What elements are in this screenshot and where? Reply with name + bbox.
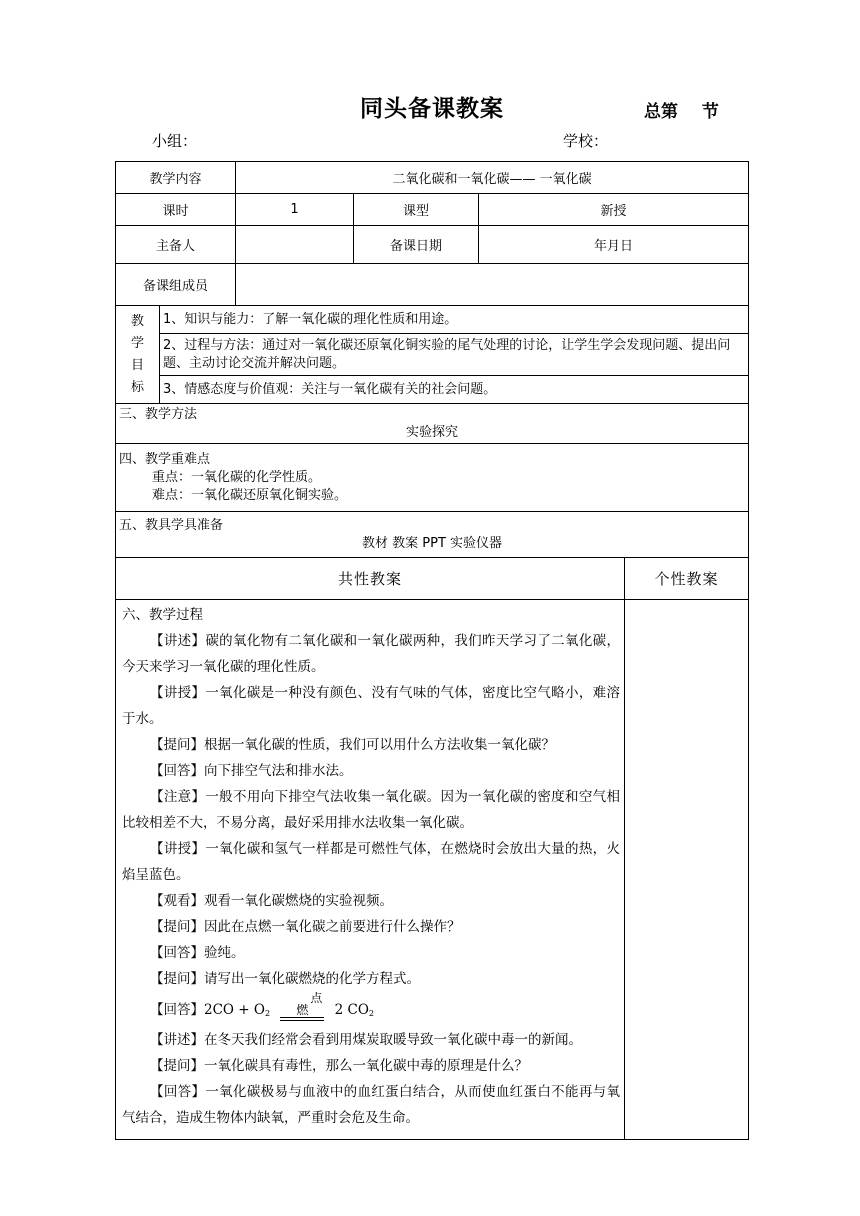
objective-item: 1、知识与能力：了解一氧化碳的理化性质和用途。 — [160, 306, 749, 334]
methods-value: 实验探究 — [406, 424, 459, 440]
objectives-label — [116, 306, 160, 404]
methods-section — [116, 404, 749, 444]
reaction-condition: 点燃 — [296, 991, 323, 1017]
members-value — [236, 264, 749, 306]
objectives-label-char: 学 — [130, 335, 144, 351]
preparer-row — [116, 226, 749, 264]
content-label: 教学内容 — [116, 162, 236, 194]
difficulty-heading: 四、教学重难点 — [119, 451, 211, 467]
content-value: 二氧化碳和一氧化碳—— 一氧化碳 — [236, 162, 749, 194]
period-row — [116, 194, 749, 226]
type-label: 课型 — [354, 194, 479, 226]
columns-header-row — [116, 558, 749, 600]
page-title: 同头备课教案 — [360, 96, 504, 122]
total-lesson-label — [644, 97, 719, 122]
process-paragraph: 【提问】因此在点燃一氧化碳之前要进行什么操作？ — [150, 919, 461, 935]
school-label: 学校： — [563, 132, 609, 150]
date-value: 年月日 — [479, 226, 749, 264]
methods-heading: 三、教学方法 — [119, 406, 198, 422]
difficulty-section — [116, 444, 749, 512]
key-point: 重点：一氧化碳的化学性质。 — [152, 469, 322, 485]
tools-section — [116, 512, 749, 558]
group-label: 小组： — [152, 132, 198, 150]
equals-line — [280, 1017, 324, 1018]
process-paragraph: 【提问】一氧化碳具有毒性，那么一氧化碳中毒的原理是什么？ — [150, 1058, 528, 1074]
process-paragraph: 【回答】一氧化碳极易与血液中的血红蛋白结合，从而使血红蛋白不能再与氧气结合，造成生物体内缺氧，严重时会危及生命。 — [122, 1084, 621, 1126]
process-paragraph: 【观看】观看一氧化碳燃烧的实验视频。 — [150, 893, 393, 909]
date-label: 备课日期 — [354, 226, 479, 264]
equation-prefix: 【回答】 — [150, 1002, 204, 1018]
content-row — [116, 162, 749, 194]
equation-left: 2CO + O — [204, 1002, 265, 1018]
tools-heading: 五、教具学具准备 — [119, 517, 224, 533]
equation-left-sub: 2 — [264, 1009, 271, 1018]
equation-right-sub: 2 — [368, 1009, 375, 1018]
objectives-label-char: 目 — [130, 357, 144, 373]
hard-point: 难点：一氧化碳还原氧化铜实验。 — [152, 487, 348, 503]
tools-row — [116, 512, 749, 558]
equation-right: 2 CO — [334, 1002, 369, 1018]
process-paragraph: 【提问】根据一氧化碳的性质，我们可以用什么方法收集一氧化碳？ — [150, 737, 555, 753]
common-plan-header: 共性教案 — [116, 558, 625, 600]
members-row — [116, 264, 749, 306]
process-paragraph: 【讲述】碳的氧化物有二氧化碳和一氧化碳两种，我们昨天学习了二氧化碳，今天来学习一氧化碳的理化性质。 — [122, 633, 621, 675]
total-prefix: 总第 — [644, 102, 678, 122]
reaction-arrow — [280, 992, 324, 1021]
period-label: 课时 — [116, 194, 236, 226]
objective-row-1 — [116, 306, 749, 334]
process-paragraph: 【提问】请写出一氧化碳燃烧的化学方程式。 — [150, 971, 420, 987]
objective-item: 3、情感态度与价值观：关注与一氧化碳有关的社会问题。 — [160, 376, 749, 404]
process-row — [116, 600, 749, 1140]
members-label: 备课组成员 — [116, 264, 236, 306]
process-paragraph: 【讲述】在冬天我们经常会看到用煤炭取暖导致一氧化碳中毒一的新闻。 — [150, 1032, 582, 1048]
process-paragraph: 【回答】验纯。 — [150, 945, 245, 961]
chemical-equation — [122, 992, 620, 1027]
difficulty-row — [116, 444, 749, 512]
personal-plan-header: 个性教案 — [625, 558, 749, 600]
objectives-label-char: 标 — [130, 379, 144, 395]
type-value: 新授 — [479, 194, 749, 226]
process-heading: 六、教学过程 — [122, 607, 203, 623]
methods-row — [116, 404, 749, 444]
objective-row-2 — [116, 334, 749, 376]
lesson-plan-table — [115, 161, 749, 1140]
process-paragraph: 【讲授】一氧化碳和氢气一样都是可燃性气体，在燃烧时会放出大量的热，火焰呈蓝色。 — [122, 841, 621, 883]
period-value: 1 — [236, 194, 354, 226]
equals-line — [280, 1020, 324, 1021]
preparer-label: 主备人 — [116, 226, 236, 264]
process-paragraph: 【注意】一般不用向下排空气法收集一氧化碳。因为一氧化碳的密度和空气相比较相差不大，不易分离，最好采用排水法收集一氧化碳。 — [122, 789, 621, 831]
teaching-process — [116, 600, 625, 1140]
process-paragraph: 【回答】向下排空气法和排水法。 — [150, 763, 353, 779]
objective-item: 2、过程与方法：通过对一氧化碳还原氧化铜实验的尾气处理的讨论，让学生学会发现问题、提出问题、主动讨论交流并解决问题。 — [160, 334, 749, 376]
total-suffix: 节 — [701, 102, 719, 122]
tools-value: 教材 教案 PPT 实验仪器 — [362, 535, 503, 551]
process-paragraph: 【讲授】一氧化碳是一种没有颜色、没有气味的气体，密度比空气略小，难溶于水。 — [122, 685, 621, 727]
preparer-value — [236, 226, 354, 264]
personal-plan-cell — [625, 600, 749, 1140]
objectives-label-char: 教 — [130, 313, 144, 329]
objective-row-3 — [116, 376, 749, 404]
